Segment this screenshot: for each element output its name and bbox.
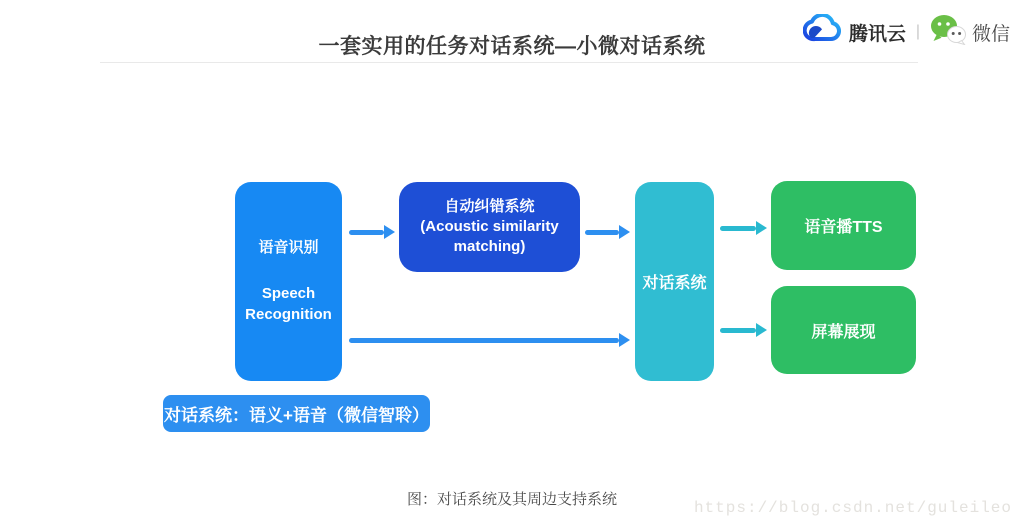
node-speech-recognition-en: Speech Recognition (245, 285, 332, 323)
arrow-head (619, 225, 630, 239)
arrow-right-icon (720, 221, 767, 235)
brand-wechat-label: 微信 (971, 23, 1010, 45)
node-speech-recognition-cn: 语音识别 (258, 239, 319, 257)
arrow-shaft (585, 230, 619, 235)
brand-tencent-cloud-label: 腾讯云 (848, 23, 906, 45)
node-screen-display-label: 屏幕展现 (811, 323, 876, 341)
brand-bar (803, 14, 1010, 50)
node-screen-display (771, 286, 916, 374)
arrow-right-icon (349, 333, 630, 347)
arrow-right-icon (349, 225, 395, 239)
node-auto-correction-en: (Acoustic similarity matching) (420, 217, 559, 256)
arrow-shaft (349, 230, 384, 235)
node-tts-output (771, 181, 916, 270)
wechat-logo-icon (930, 14, 966, 50)
node-dialog-system-label: 对话系统 (642, 275, 707, 292)
arrow-head (756, 323, 767, 337)
watermark-url: https://blog.csdn.net/guleileo (693, 499, 1012, 517)
node-speech-recognition (235, 182, 342, 381)
page-title: 一套实用的任务对话系统—小微对话系统 (318, 35, 706, 58)
brand-separator: | (915, 23, 920, 40)
arrow-head (384, 225, 395, 239)
summary-banner: 对话系统：语义+语音（微信智聆） (163, 395, 430, 432)
arrow-right-icon (585, 225, 630, 239)
arrow-shaft (349, 338, 619, 343)
node-dialog-system (635, 182, 714, 381)
node-auto-correction (399, 182, 580, 272)
title-divider (100, 62, 918, 63)
node-auto-correction-cn: 自动纠错系统 (444, 197, 535, 215)
arrow-shaft (720, 328, 756, 333)
arrow-head (756, 221, 767, 235)
arrow-right-icon (720, 323, 767, 337)
node-tts-output-label: 语音播TTS (804, 219, 883, 236)
figure-caption: 图：对话系统及其周边支持系统 (406, 491, 617, 508)
tencent-cloud-logo-icon (803, 14, 843, 50)
arrow-shaft (720, 226, 756, 231)
arrow-head (619, 333, 630, 347)
